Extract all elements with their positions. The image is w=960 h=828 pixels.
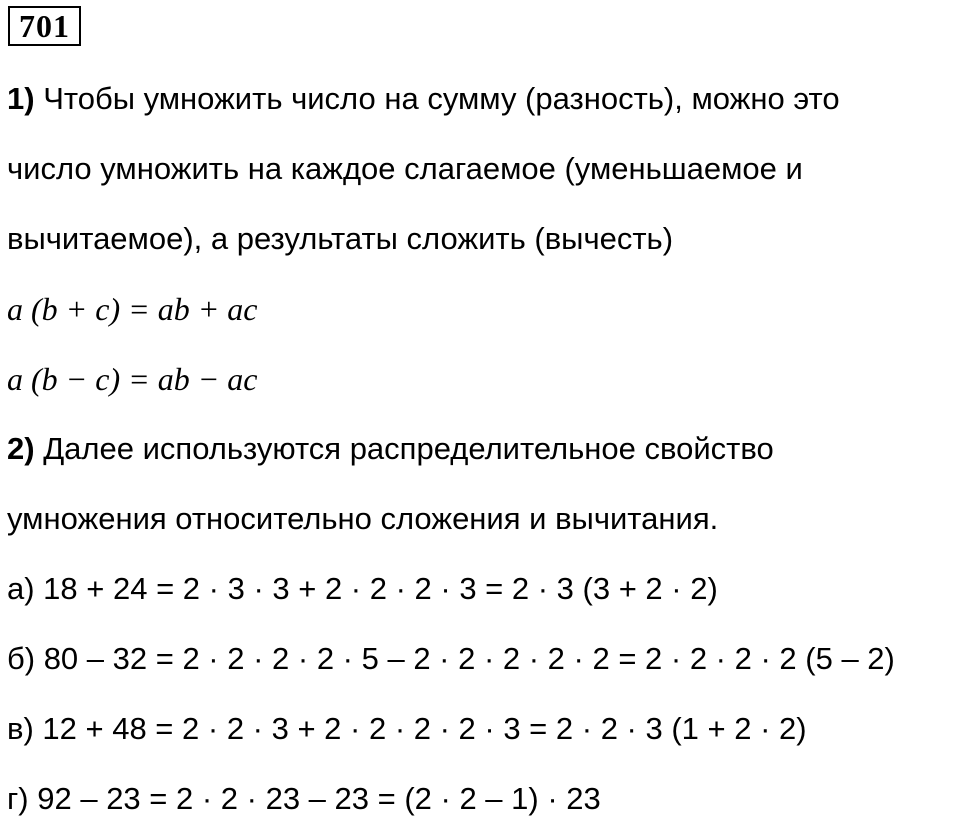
part1-marker: 1)	[7, 81, 35, 116]
part1-text-line2: число умножить на каждое слагаемое (уменьшаемое и	[7, 151, 803, 186]
item-v: в) 12 + 48 = 2 · 2 · 3 + 2 · 2 · 2 · 2 · 3 = 2 · 2 · 3 (1 + 2 · 2)	[7, 711, 807, 746]
part2-text-line1: Далее используются распределительное свойство	[34, 431, 774, 466]
item-b: б) 80 – 32 = 2 · 2 · 2 · 2 · 5 – 2 · 2 · 2 · 2 · 2 = 2 · 2 · 2 · 2 (5 – 2)	[7, 641, 895, 676]
distributive-formula-sum: a (b + c) = ab + ac	[7, 291, 258, 327]
item-a: а) 18 + 24 = 2 · 3 · 3 + 2 · 2 · 2 · 3 = 2 · 3 (3 + 2 · 2)	[7, 571, 718, 606]
part2-text-line2: умножения относительно сложения и вычитания.	[7, 501, 719, 536]
part1-text-line3: вычитаемое), а результаты сложить (вычесть)	[7, 221, 674, 256]
part2-line1	[7, 429, 774, 469]
item-g: г) 92 – 23 = 2 · 2 · 23 – 23 = (2 · 2 – 1) · 23	[7, 781, 601, 816]
part2-marker: 2)	[7, 431, 35, 466]
distributive-formula-difference: a (b − c) = ab − ac	[7, 361, 258, 397]
part1-text-line1: Чтобы умножить число на сумму (разность), можно это	[34, 81, 840, 116]
part1-line1	[7, 79, 840, 119]
problem-number: 701	[8, 6, 81, 46]
